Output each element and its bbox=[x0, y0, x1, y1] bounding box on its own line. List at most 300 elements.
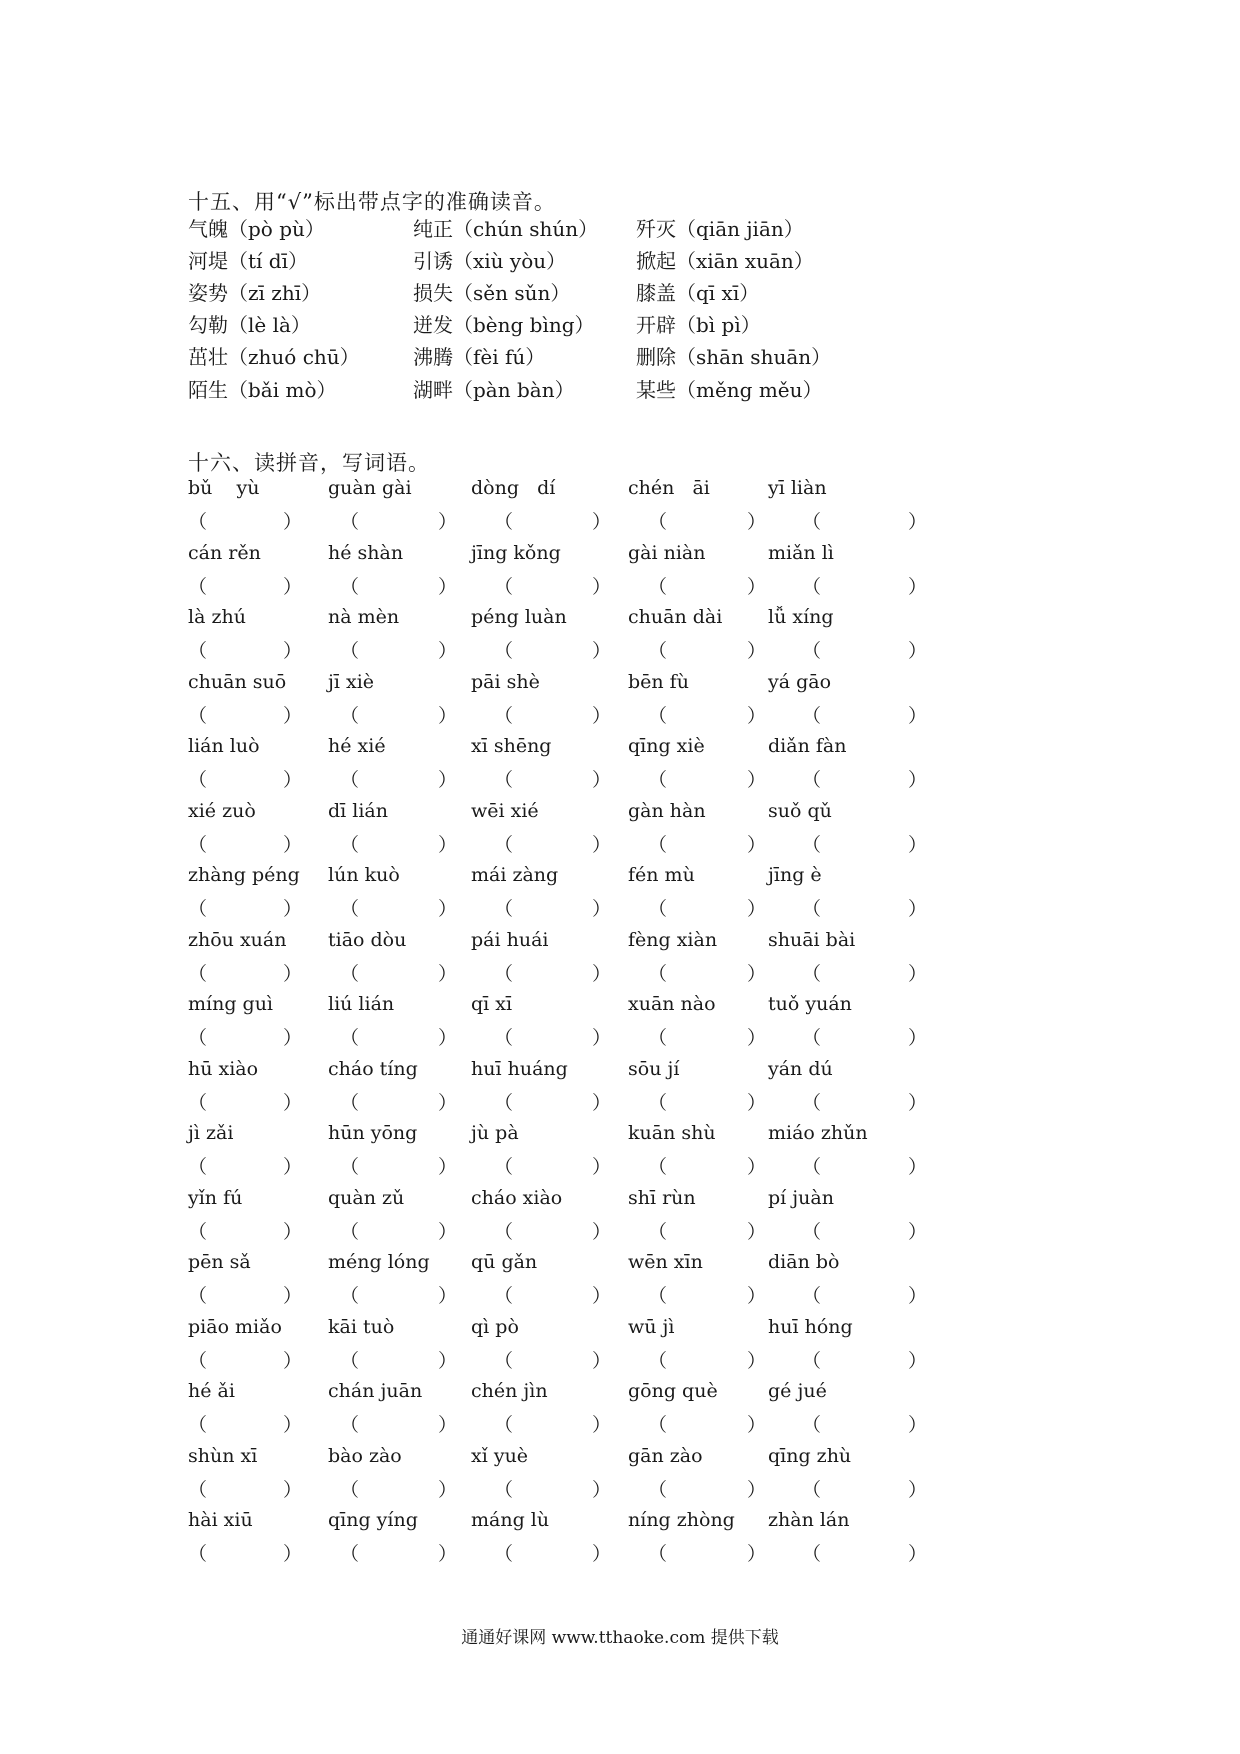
pinyin-row bbox=[188, 477, 948, 541]
blank-open-paren: （ bbox=[188, 704, 208, 727]
pinyin-row bbox=[188, 1445, 948, 1509]
blank-close-paren: ） bbox=[592, 1156, 612, 1178]
pinyin-row bbox=[188, 1122, 948, 1186]
blank-close-paren: ） bbox=[747, 575, 767, 598]
blank-open-paren: （ bbox=[340, 1414, 360, 1436]
blank-open-paren: （ bbox=[494, 1027, 514, 1049]
pinyin-row bbox=[188, 1251, 948, 1315]
pinyin-item: xié zuò bbox=[188, 799, 256, 822]
pinyin-row bbox=[188, 800, 948, 864]
pinyin-item: wēn xīn bbox=[628, 1251, 703, 1273]
answer-blanks bbox=[188, 959, 948, 989]
pronunciation-item: 掀起（xiān xuān） bbox=[636, 249, 814, 273]
pinyin-item: dòng dí bbox=[471, 477, 556, 499]
blank-close-paren: ） bbox=[908, 1414, 928, 1436]
blank-close-paren: ） bbox=[438, 1285, 458, 1307]
blank-close-paren: ） bbox=[283, 1091, 303, 1114]
pinyin-item: guàn gài bbox=[328, 477, 412, 499]
blank-close-paren: ） bbox=[283, 1543, 303, 1565]
pinyin-row bbox=[188, 929, 948, 993]
blank-close-paren: ） bbox=[592, 898, 612, 920]
answer-blanks bbox=[188, 572, 948, 602]
blank-close-paren: ） bbox=[592, 575, 612, 598]
blank-close-paren: ） bbox=[592, 769, 612, 791]
blank-close-paren: ） bbox=[908, 1349, 928, 1372]
pronunciation-item: 气魄（pò pù） bbox=[188, 217, 325, 241]
blank-close-paren: ） bbox=[438, 575, 458, 598]
pinyin-item: wēi xié bbox=[471, 799, 539, 822]
blank-open-paren: （ bbox=[802, 1543, 822, 1565]
blank-close-paren: ） bbox=[747, 1091, 767, 1114]
blank-close-paren: ） bbox=[592, 1220, 612, 1243]
blank-open-paren: （ bbox=[802, 962, 822, 985]
blank-open-paren: （ bbox=[802, 833, 822, 856]
blank-open-paren: （ bbox=[648, 1285, 668, 1307]
blank-close-paren: ） bbox=[908, 769, 928, 791]
pinyin-row bbox=[188, 1058, 948, 1122]
blank-close-paren: ） bbox=[283, 769, 303, 791]
blank-close-paren: ） bbox=[747, 1414, 767, 1436]
blank-open-paren: （ bbox=[494, 1156, 514, 1178]
pinyin-item: hū xiào bbox=[188, 1057, 259, 1080]
pronunciation-item: 删除（shān shuān） bbox=[636, 345, 832, 369]
blank-close-paren: ） bbox=[592, 833, 612, 856]
blank-open-paren: （ bbox=[648, 962, 668, 985]
blank-open-paren: （ bbox=[494, 833, 514, 856]
blank-close-paren: ） bbox=[438, 1027, 458, 1049]
pinyin-item: chán juān bbox=[328, 1380, 423, 1402]
pinyin-row bbox=[188, 542, 948, 606]
pinyin-item: nà mèn bbox=[328, 606, 400, 628]
pinyin-row bbox=[188, 864, 948, 928]
pinyin-item: zhàn lán bbox=[768, 1509, 850, 1531]
blank-open-paren: （ bbox=[802, 1156, 822, 1178]
pinyin-item: jīng è bbox=[768, 864, 822, 886]
pinyin-item: cán rěn bbox=[188, 541, 261, 564]
pinyin-item: miáo zhǔn bbox=[768, 1122, 868, 1144]
blank-close-paren: ） bbox=[908, 704, 928, 727]
blank-close-paren: ） bbox=[592, 1091, 612, 1114]
blank-close-paren: ） bbox=[747, 1285, 767, 1307]
blank-close-paren: ） bbox=[747, 898, 767, 920]
pinyin-item: xǐ yuè bbox=[471, 1444, 529, 1467]
pronunciation-item: 损失（sěn sǔn） bbox=[413, 281, 571, 305]
blank-open-paren: （ bbox=[340, 511, 360, 533]
blank-close-paren: ） bbox=[283, 704, 303, 727]
blank-open-paren: （ bbox=[802, 1349, 822, 1372]
answer-blanks bbox=[188, 507, 948, 537]
pinyin-item: shùn xī bbox=[188, 1444, 258, 1467]
blank-open-paren: （ bbox=[188, 1543, 208, 1565]
blank-close-paren: ） bbox=[438, 1156, 458, 1178]
section-15-heading: 十五、用“√”标出带点字的准确读音。 bbox=[188, 190, 556, 214]
blank-open-paren: （ bbox=[648, 1027, 668, 1049]
blank-close-paren: ） bbox=[908, 1091, 928, 1114]
blank-open-paren: （ bbox=[494, 1220, 514, 1243]
pinyin-item: yán dú bbox=[768, 1057, 833, 1080]
blank-open-paren: （ bbox=[648, 1543, 668, 1565]
answer-blanks bbox=[188, 1410, 948, 1440]
pinyin-item: liú lián bbox=[328, 993, 395, 1015]
blank-open-paren: （ bbox=[802, 1027, 822, 1049]
pinyin-item: qì pò bbox=[471, 1315, 519, 1338]
blank-close-paren: ） bbox=[438, 962, 458, 985]
pinyin-item: quàn zǔ bbox=[328, 1186, 405, 1209]
pronunciation-item: 歼灭（qiān jiān） bbox=[636, 217, 804, 241]
pinyin-item: cháo tíng bbox=[328, 1057, 418, 1080]
blank-open-paren: （ bbox=[802, 1285, 822, 1307]
blank-open-paren: （ bbox=[188, 640, 208, 662]
blank-close-paren: ） bbox=[283, 962, 303, 985]
blank-open-paren: （ bbox=[340, 1285, 360, 1307]
pinyin-item: fén mù bbox=[628, 864, 695, 886]
blank-open-paren: （ bbox=[802, 704, 822, 727]
blank-open-paren: （ bbox=[340, 769, 360, 791]
blank-open-paren: （ bbox=[340, 1156, 360, 1178]
blank-open-paren: （ bbox=[340, 1543, 360, 1565]
pinyin-item: gān zào bbox=[628, 1444, 703, 1467]
blank-open-paren: （ bbox=[648, 511, 668, 533]
blank-close-paren: ） bbox=[908, 1027, 928, 1049]
blank-close-paren: ） bbox=[747, 640, 767, 662]
answer-blanks bbox=[188, 894, 948, 924]
blank-open-paren: （ bbox=[494, 1414, 514, 1436]
answer-blanks bbox=[188, 1088, 948, 1118]
blank-open-paren: （ bbox=[648, 1349, 668, 1372]
blank-close-paren: ） bbox=[747, 1349, 767, 1372]
pinyin-item: chén āi bbox=[628, 477, 710, 499]
pinyin-item: hūn yōng bbox=[328, 1122, 418, 1144]
pronunciation-item: 引诱（xiù yòu） bbox=[413, 249, 567, 273]
blank-close-paren: ） bbox=[592, 1027, 612, 1049]
pronunciation-item: 姿势（zī zhī） bbox=[188, 281, 322, 305]
pinyin-item: huī huáng bbox=[471, 1057, 568, 1080]
pinyin-item: xī shēng bbox=[471, 735, 552, 757]
pinyin-item: méng lóng bbox=[328, 1251, 430, 1273]
blank-open-paren: （ bbox=[648, 575, 668, 598]
blank-close-paren: ） bbox=[438, 1478, 458, 1501]
pinyin-item: sōu jí bbox=[628, 1057, 680, 1080]
blank-close-paren: ） bbox=[283, 833, 303, 856]
pinyin-row bbox=[188, 1509, 948, 1573]
pinyin-item: chuān dài bbox=[628, 606, 723, 628]
blank-open-paren: （ bbox=[494, 575, 514, 598]
blank-open-paren: （ bbox=[188, 1220, 208, 1243]
pinyin-item: shī rùn bbox=[628, 1186, 696, 1209]
pinyin-item: hé ǎi bbox=[188, 1380, 235, 1402]
blank-close-paren: ） bbox=[283, 1349, 303, 1372]
blank-open-paren: （ bbox=[188, 962, 208, 985]
blank-close-paren: ） bbox=[283, 1027, 303, 1049]
blank-close-paren: ） bbox=[438, 1414, 458, 1436]
pinyin-item: míng guì bbox=[188, 993, 274, 1015]
blank-close-paren: ） bbox=[747, 1220, 767, 1243]
blank-close-paren: ） bbox=[908, 575, 928, 598]
pinyin-item: zhōu xuán bbox=[188, 928, 287, 951]
pinyin-item: hé xié bbox=[328, 735, 386, 757]
pinyin-item: péng luàn bbox=[471, 606, 567, 628]
pronunciation-item: 陌生（bǎi mò） bbox=[188, 378, 337, 402]
blank-open-paren: （ bbox=[188, 833, 208, 856]
blank-close-paren: ） bbox=[438, 769, 458, 791]
blank-open-paren: （ bbox=[802, 898, 822, 920]
blank-close-paren: ） bbox=[438, 511, 458, 533]
blank-open-paren: （ bbox=[802, 769, 822, 791]
pinyin-item: gé jué bbox=[768, 1380, 827, 1402]
pinyin-item: gài niàn bbox=[628, 541, 706, 564]
pronunciation-item: 纯正（chún shún） bbox=[413, 217, 599, 241]
blank-open-paren: （ bbox=[802, 1220, 822, 1243]
pinyin-item: jì zǎi bbox=[188, 1122, 234, 1144]
pinyin-item: wū jì bbox=[628, 1315, 675, 1338]
blank-open-paren: （ bbox=[648, 833, 668, 856]
pinyin-item: gōng què bbox=[628, 1380, 718, 1402]
blank-open-paren: （ bbox=[188, 1285, 208, 1307]
pinyin-item: tuǒ yuán bbox=[768, 993, 852, 1015]
blank-close-paren: ） bbox=[747, 1156, 767, 1178]
blank-close-paren: ） bbox=[908, 833, 928, 856]
blank-close-paren: ） bbox=[747, 962, 767, 985]
pinyin-item: lián luò bbox=[188, 735, 260, 757]
blank-open-paren: （ bbox=[188, 1414, 208, 1436]
blank-open-paren: （ bbox=[494, 640, 514, 662]
blank-close-paren: ） bbox=[592, 704, 612, 727]
blank-open-paren: （ bbox=[802, 1414, 822, 1436]
answer-blanks bbox=[188, 1539, 948, 1569]
pinyin-item: fèng xiàn bbox=[628, 928, 718, 951]
blank-open-paren: （ bbox=[494, 1285, 514, 1307]
blank-open-paren: （ bbox=[648, 1220, 668, 1243]
pronunciation-item: 迸发（bèng bìng） bbox=[413, 313, 595, 337]
blank-open-paren: （ bbox=[494, 1349, 514, 1372]
pronunciation-item: 勾勒（lè là） bbox=[188, 313, 311, 337]
pinyin-item: qī xī bbox=[471, 993, 513, 1015]
blank-open-paren: （ bbox=[340, 833, 360, 856]
blank-close-paren: ） bbox=[438, 704, 458, 727]
pinyin-row bbox=[188, 671, 948, 735]
pinyin-item: mái zàng bbox=[471, 864, 559, 886]
blank-open-paren: （ bbox=[188, 575, 208, 598]
blank-open-paren: （ bbox=[648, 898, 668, 920]
pinyin-row bbox=[188, 1380, 948, 1444]
blank-close-paren: ） bbox=[438, 1220, 458, 1243]
blank-close-paren: ） bbox=[438, 1091, 458, 1114]
pinyin-item: pái huái bbox=[471, 928, 549, 951]
answer-blanks bbox=[188, 701, 948, 731]
blank-open-paren: （ bbox=[802, 640, 822, 662]
blank-close-paren: ） bbox=[908, 511, 928, 533]
pronunciation-item: 某些（měng měu） bbox=[636, 378, 823, 402]
blank-open-paren: （ bbox=[340, 640, 360, 662]
pinyin-item: zhàng péng bbox=[188, 864, 300, 886]
pinyin-row bbox=[188, 606, 948, 670]
blank-close-paren: ） bbox=[283, 1156, 303, 1178]
pinyin-item: tiāo dòu bbox=[328, 928, 407, 951]
pinyin-item: pāi shè bbox=[471, 670, 540, 693]
blank-open-paren: （ bbox=[802, 1091, 822, 1114]
blank-open-paren: （ bbox=[340, 962, 360, 985]
blank-close-paren: ） bbox=[592, 511, 612, 533]
pronunciation-item: 沸腾（fèi fú） bbox=[413, 345, 546, 369]
blank-open-paren: （ bbox=[648, 1091, 668, 1114]
pinyin-item: níng zhòng bbox=[628, 1509, 735, 1531]
answer-blanks bbox=[188, 765, 948, 795]
answer-blanks bbox=[188, 1475, 948, 1505]
answer-blanks bbox=[188, 1281, 948, 1311]
pinyin-row bbox=[188, 993, 948, 1057]
pronunciation-item: 茁壮（zhuó chū） bbox=[188, 345, 360, 369]
blank-close-paren: ） bbox=[908, 640, 928, 662]
pinyin-item: lǚ xíng bbox=[768, 606, 834, 628]
blank-open-paren: （ bbox=[494, 769, 514, 791]
blank-close-paren: ） bbox=[908, 1220, 928, 1243]
blank-close-paren: ） bbox=[283, 1285, 303, 1307]
blank-close-paren: ） bbox=[592, 1543, 612, 1565]
blank-close-paren: ） bbox=[283, 898, 303, 920]
blank-close-paren: ） bbox=[592, 1285, 612, 1307]
pinyin-row bbox=[188, 1316, 948, 1380]
blank-open-paren: （ bbox=[188, 511, 208, 533]
pinyin-item: bēn fù bbox=[628, 670, 689, 693]
pinyin-item: bǔ yù bbox=[188, 477, 260, 499]
pinyin-item: chuān suō bbox=[188, 670, 287, 693]
blank-open-paren: （ bbox=[188, 1478, 208, 1501]
blank-close-paren: ） bbox=[283, 511, 303, 533]
answer-blanks bbox=[188, 1346, 948, 1376]
blank-open-paren: （ bbox=[494, 962, 514, 985]
blank-open-paren: （ bbox=[340, 1220, 360, 1243]
blank-open-paren: （ bbox=[188, 1156, 208, 1178]
blank-close-paren: ） bbox=[908, 898, 928, 920]
answer-blanks bbox=[188, 830, 948, 860]
blank-close-paren: ） bbox=[592, 1349, 612, 1372]
pronunciation-item: 河堤（tí dī） bbox=[188, 249, 308, 273]
pinyin-item: pēn sǎ bbox=[188, 1251, 251, 1273]
blank-close-paren: ） bbox=[908, 1478, 928, 1501]
blank-open-paren: （ bbox=[340, 575, 360, 598]
blank-close-paren: ） bbox=[283, 575, 303, 598]
blank-open-paren: （ bbox=[802, 1478, 822, 1501]
pinyin-item: diān bò bbox=[768, 1251, 840, 1273]
pinyin-item: yǐn fú bbox=[188, 1186, 243, 1209]
blank-close-paren: ） bbox=[283, 1478, 303, 1501]
blank-open-paren: （ bbox=[340, 1478, 360, 1501]
blank-close-paren: ） bbox=[747, 704, 767, 727]
blank-open-paren: （ bbox=[802, 575, 822, 598]
blank-open-paren: （ bbox=[188, 769, 208, 791]
blank-close-paren: ） bbox=[747, 1543, 767, 1565]
blank-open-paren: （ bbox=[648, 640, 668, 662]
pinyin-item: hài xiū bbox=[188, 1509, 253, 1531]
pinyin-item: jīng kǒng bbox=[471, 541, 561, 564]
blank-close-paren: ） bbox=[438, 833, 458, 856]
pinyin-item: miǎn lì bbox=[768, 541, 834, 564]
blank-open-paren: （ bbox=[340, 704, 360, 727]
pinyin-item: huī hóng bbox=[768, 1315, 853, 1338]
blank-open-paren: （ bbox=[494, 511, 514, 533]
pinyin-item: cháo xiào bbox=[471, 1186, 563, 1209]
pinyin-item: qīng yíng bbox=[328, 1509, 418, 1531]
blank-close-paren: ） bbox=[283, 1220, 303, 1243]
blank-close-paren: ） bbox=[438, 640, 458, 662]
blank-close-paren: ） bbox=[747, 511, 767, 533]
blank-open-paren: （ bbox=[188, 1091, 208, 1114]
pinyin-item: diǎn fàn bbox=[768, 735, 847, 757]
pinyin-item: yī liàn bbox=[768, 477, 827, 499]
pinyin-item: jù pà bbox=[471, 1122, 519, 1144]
blank-open-paren: （ bbox=[494, 1543, 514, 1565]
pinyin-item: lún kuò bbox=[328, 864, 400, 886]
blank-close-paren: ） bbox=[592, 1478, 612, 1501]
pinyin-item: shuāi bài bbox=[768, 928, 856, 951]
answer-blanks bbox=[188, 1023, 948, 1053]
pronunciation-item: 开辟（bì pì） bbox=[636, 313, 761, 337]
pinyin-item: dī lián bbox=[328, 799, 388, 822]
blank-open-paren: （ bbox=[648, 704, 668, 727]
blank-open-paren: （ bbox=[494, 704, 514, 727]
blank-open-paren: （ bbox=[188, 898, 208, 920]
blank-close-paren: ） bbox=[592, 1414, 612, 1436]
blank-close-paren: ） bbox=[283, 640, 303, 662]
footer-credit: 通通好课网 www.tthaoke.com 提供下载 bbox=[461, 1628, 779, 1648]
blank-open-paren: （ bbox=[340, 898, 360, 920]
blank-close-paren: ） bbox=[747, 1027, 767, 1049]
blank-open-paren: （ bbox=[340, 1091, 360, 1114]
blank-close-paren: ） bbox=[908, 962, 928, 985]
answer-blanks bbox=[188, 636, 948, 666]
blank-open-paren: （ bbox=[648, 1156, 668, 1178]
blank-open-paren: （ bbox=[802, 511, 822, 533]
pinyin-item: qīng xiè bbox=[628, 735, 705, 757]
blank-close-paren: ） bbox=[908, 1156, 928, 1178]
pinyin-item: suǒ qǔ bbox=[768, 799, 832, 822]
pinyin-row bbox=[188, 1187, 948, 1251]
pinyin-item: xuān nào bbox=[628, 993, 716, 1015]
pinyin-row bbox=[188, 735, 948, 799]
pinyin-item: pí juàn bbox=[768, 1186, 834, 1209]
pronunciation-item: 膝盖（qī xī） bbox=[636, 281, 760, 305]
pinyin-item: chén jìn bbox=[471, 1380, 548, 1402]
blank-open-paren: （ bbox=[494, 1478, 514, 1501]
blank-open-paren: （ bbox=[340, 1349, 360, 1372]
pinyin-item: qīng zhù bbox=[768, 1444, 852, 1467]
blank-open-paren: （ bbox=[494, 1091, 514, 1114]
blank-open-paren: （ bbox=[494, 898, 514, 920]
pinyin-item: yá gāo bbox=[768, 670, 832, 693]
answer-blanks bbox=[188, 1217, 948, 1247]
pinyin-item: hé shàn bbox=[328, 541, 404, 564]
answer-blanks bbox=[188, 1152, 948, 1182]
blank-close-paren: ） bbox=[438, 898, 458, 920]
blank-close-paren: ） bbox=[908, 1543, 928, 1565]
pinyin-item: là zhú bbox=[188, 606, 246, 628]
pinyin-item: máng lù bbox=[471, 1509, 550, 1531]
blank-close-paren: ） bbox=[908, 1285, 928, 1307]
blank-close-paren: ） bbox=[747, 1478, 767, 1501]
blank-open-paren: （ bbox=[648, 1414, 668, 1436]
blank-close-paren: ） bbox=[283, 1414, 303, 1436]
blank-close-paren: ） bbox=[747, 833, 767, 856]
blank-close-paren: ） bbox=[592, 962, 612, 985]
blank-open-paren: （ bbox=[648, 769, 668, 791]
pinyin-item: kuān shù bbox=[628, 1122, 716, 1144]
pinyin-item: bào zào bbox=[328, 1444, 402, 1467]
pinyin-item: jī xiè bbox=[328, 670, 375, 693]
blank-close-paren: ） bbox=[438, 1543, 458, 1565]
blank-open-paren: （ bbox=[340, 1027, 360, 1049]
blank-close-paren: ） bbox=[592, 640, 612, 662]
pinyin-item: piāo miǎo bbox=[188, 1315, 282, 1338]
